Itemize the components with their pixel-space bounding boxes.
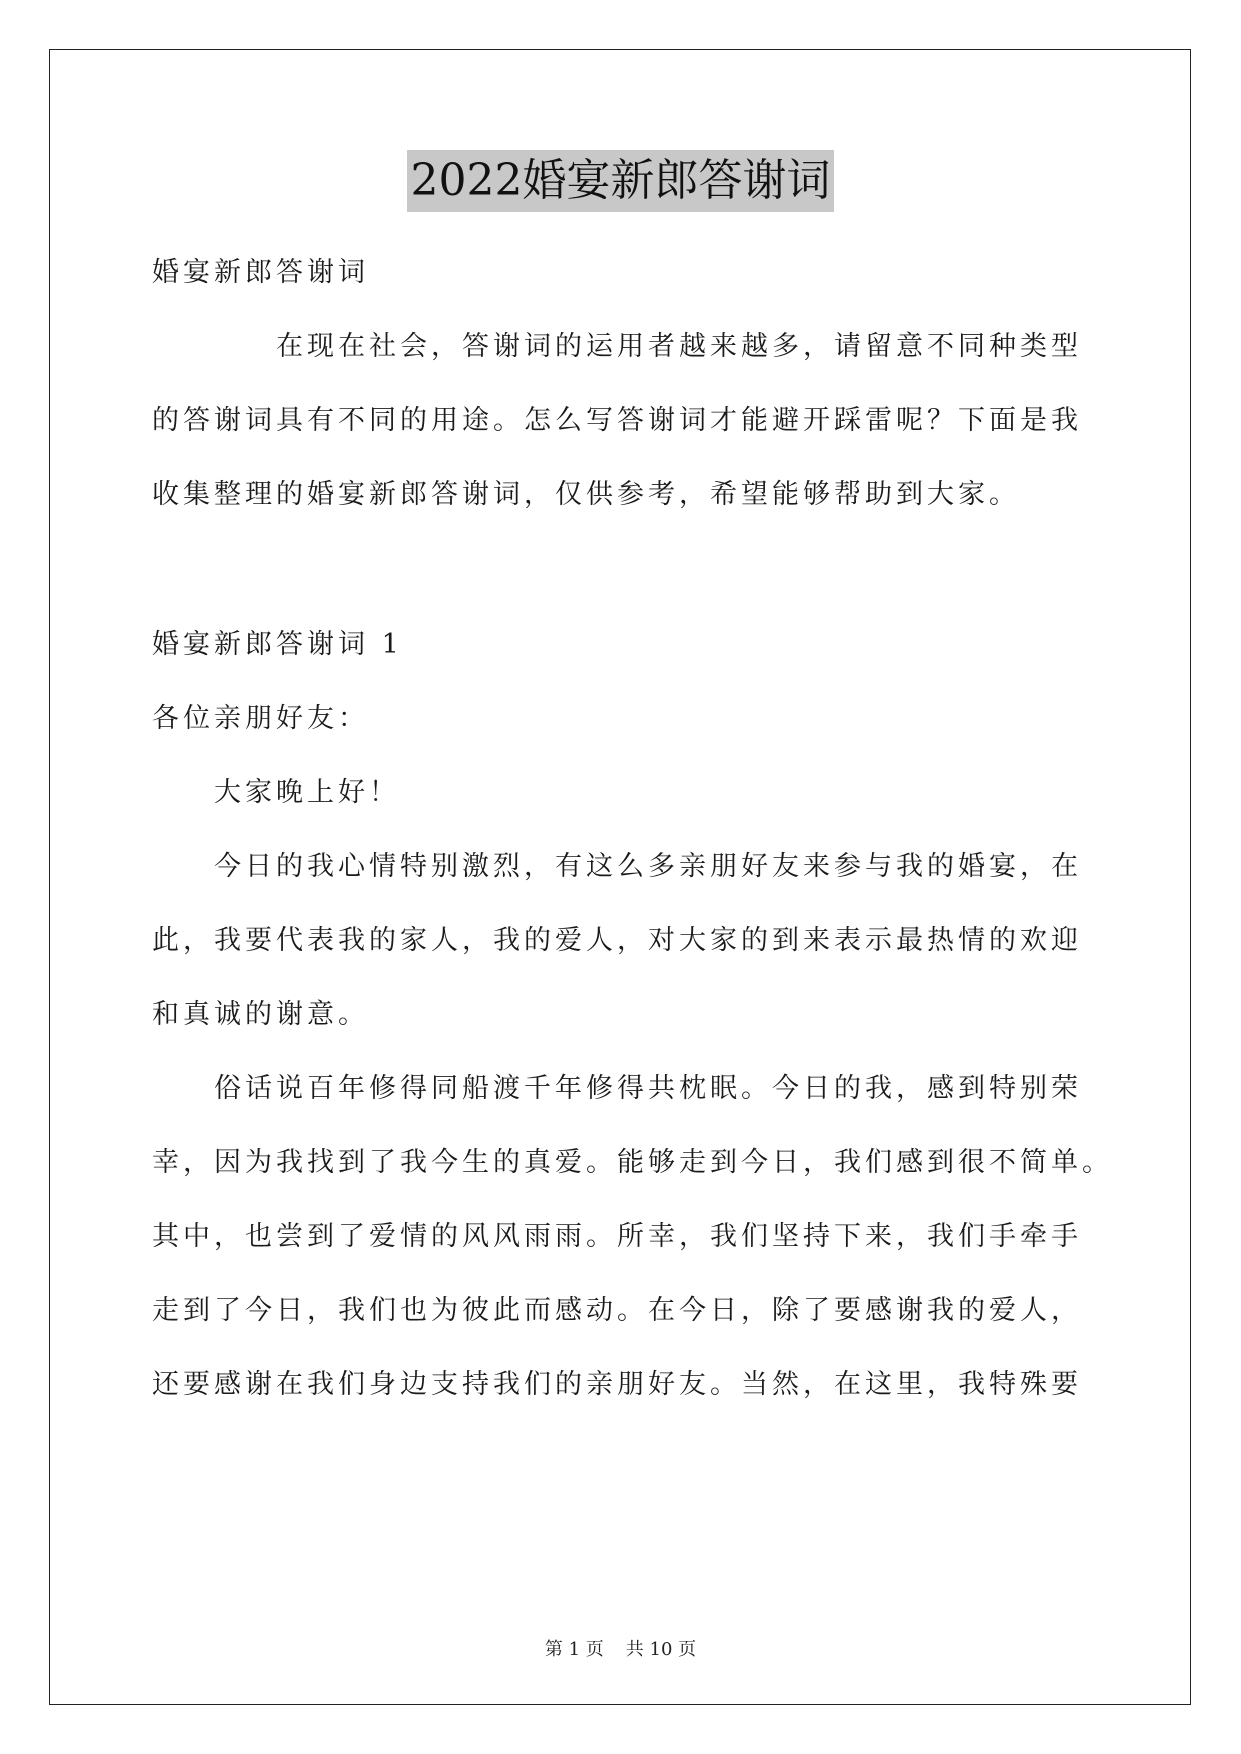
salutation-line: 各位亲朋好友：	[152, 703, 369, 734]
document-title: 2022婚宴新郎答谢词	[407, 150, 835, 212]
title-container	[0, 150, 1241, 212]
greeting-line: 大家晚上好！	[214, 777, 400, 808]
paragraph-line: 俗话说百年修得同船渡千年修得共枕眠。今日的我，感到特别荣	[214, 1073, 1082, 1104]
paragraph-line: 收集整理的婚宴新郎答谢词，仅供参考，希望能够帮助到大家。	[152, 479, 1020, 510]
paragraph-line: 在现在社会，答谢词的运用者越来越多，请留意不同种类型	[276, 331, 1082, 362]
page-footer	[0, 1638, 1241, 1662]
paragraph-line: 幸，因为我找到了我今生的真爱。能够走到今日，我们感到很不简单。	[152, 1147, 1113, 1178]
paragraph-line: 和真诚的谢意。	[152, 999, 369, 1030]
section-heading: 婚宴新郎答谢词 1	[152, 629, 403, 660]
paragraph-line: 此，我要代表我的家人，我的爱人，对大家的到来表示最热情的欢迎	[152, 925, 1082, 956]
page-number: 第 1 页	[544, 1639, 604, 1660]
paragraph-line: 还要感谢在我们身边支持我们的亲朋好友。当然，在这里，我特殊要	[152, 1369, 1082, 1400]
paragraph-line: 今日的我心情特别激烈，有这么多亲朋好友来参与我的婚宴，在	[214, 851, 1082, 882]
subtitle-line: 婚宴新郎答谢词	[152, 257, 369, 288]
paragraph-line: 的答谢词具有不同的用途。怎么写答谢词才能避开踩雷呢？下面是我	[152, 405, 1082, 436]
paragraph-line: 走到了今日，我们也为彼此而感动。在今日，除了要感谢我的爱人，	[152, 1295, 1082, 1326]
page-total: 共 10 页	[625, 1639, 697, 1660]
paragraph-line: 其中，也尝到了爱情的风风雨雨。所幸，我们坚持下来，我们手牵手	[152, 1221, 1082, 1252]
